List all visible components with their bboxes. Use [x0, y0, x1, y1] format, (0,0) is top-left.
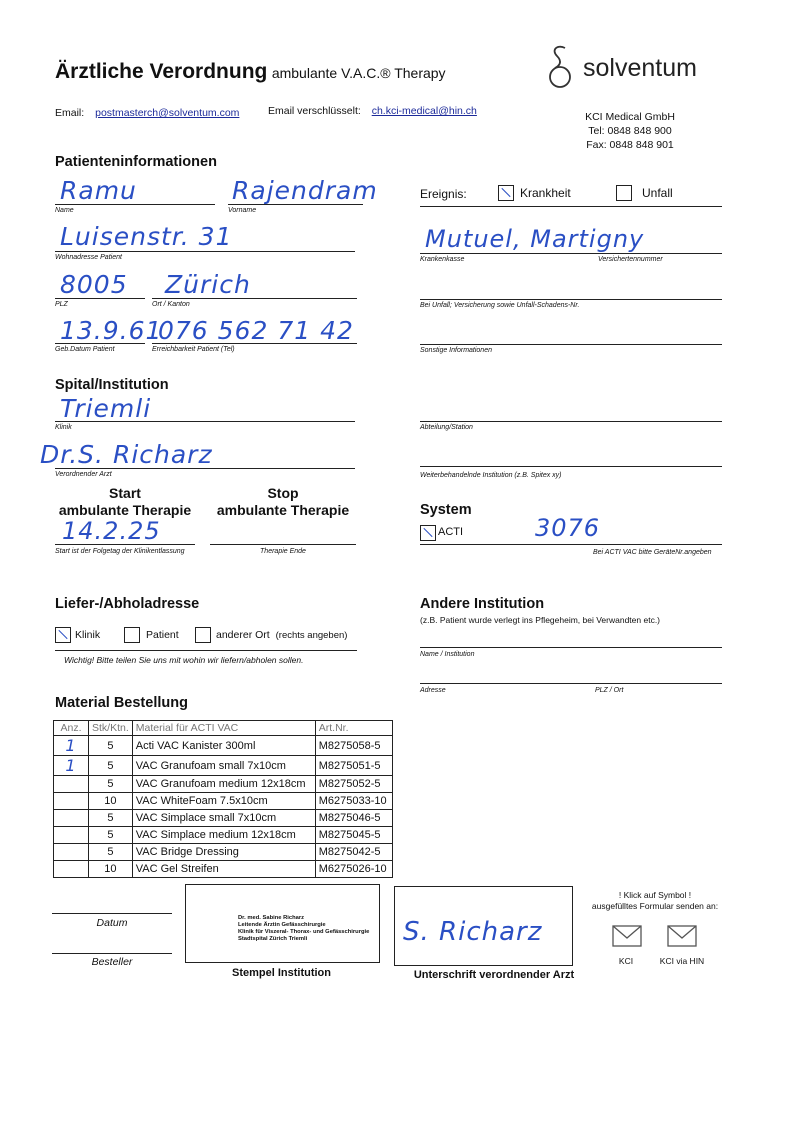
row-stk: 10 — [89, 793, 133, 810]
table-row — [54, 776, 393, 793]
material-table — [53, 720, 393, 878]
row-stk: 5 — [89, 756, 133, 776]
title-sub: ambulante V.A.C.® Therapy — [271, 65, 446, 81]
stamp-label: Stempel Institution — [232, 967, 331, 979]
name-label: Name — [55, 207, 74, 214]
tel-label: Erreichbarkeit Patient (Tel) — [152, 346, 235, 353]
andere-plz-label: PLZ / Ort — [595, 687, 624, 694]
liefer-patient-label: Patient — [146, 629, 179, 641]
row-stk: 5 — [89, 736, 133, 756]
email-enc-row — [268, 105, 477, 117]
row-material: VAC WhiteFoam 7.5x10cm — [132, 793, 315, 810]
table-row — [54, 810, 393, 827]
ort-label: Ort / Kanton — [152, 301, 190, 308]
table-row — [54, 827, 393, 844]
stamp-text — [238, 915, 369, 943]
mail-kci-icon[interactable] — [612, 923, 642, 949]
row-art: M8275046-5 — [315, 810, 392, 827]
andere-note: (z.B. Patient wurde verlegt ins Pflegeheim, bei Verwandten etc.) — [420, 615, 661, 625]
table-row — [54, 756, 393, 776]
unfall-label: Unfall — [642, 186, 673, 200]
table-header-row — [54, 721, 393, 736]
system-note: Bei ACTI VAC bitte GeräteNr.angeben — [593, 549, 712, 556]
row-anz[interactable] — [54, 793, 89, 810]
row-anz[interactable] — [54, 776, 89, 793]
krankheit-label: Krankheit — [520, 186, 571, 200]
unfall-info-label: Bei Unfall; Versicherung sowie Unfall-Schadens-Nr. — [420, 302, 580, 309]
sonstige-label: Sonstige Informationen — [420, 347, 492, 354]
table-row — [54, 793, 393, 810]
arzt-value: Dr.S. Richarz — [40, 440, 213, 469]
row-material: Acti VAC Kanister 300ml — [132, 736, 315, 756]
ereignis-label: Ereignis: — [420, 187, 467, 201]
acti-label: ACTI — [438, 526, 464, 538]
kci-hin-label: KCI via HIN — [659, 956, 705, 966]
solventum-s-icon — [545, 44, 575, 90]
stop-title-2: ambulante Therapie — [216, 502, 350, 518]
row-art: M8275045-5 — [315, 827, 392, 844]
row-anz[interactable]: 1 — [54, 756, 89, 776]
row-anz[interactable] — [54, 861, 89, 878]
weiter-label: Weiterbehandelnde Institution (z.B. Spitex xy) — [420, 472, 562, 479]
signature-box[interactable] — [394, 886, 573, 966]
header-anz: Anz. — [54, 721, 89, 736]
email-enc-link[interactable]: ch.kci-medical@hin.ch — [371, 105, 477, 117]
start-title-1: Start — [109, 485, 141, 501]
start-title — [55, 485, 195, 519]
tel-value: 076 562 71 42 — [158, 316, 354, 345]
start-title-2: ambulante Therapie — [58, 502, 192, 518]
stamp-line: Leitende Ärztin Gefässchirurgie — [238, 922, 326, 928]
liefer-patient-checkbox[interactable] — [124, 627, 140, 643]
besteller-label: Besteller — [91, 956, 133, 968]
kasse-value: Mutuel, Martigny — [425, 225, 645, 253]
patient-vorname-value: Rajendram — [232, 176, 378, 205]
address-label: Wohnadresse Patient — [55, 254, 122, 261]
email-row — [55, 107, 239, 119]
row-material: VAC Bridge Dressing — [132, 844, 315, 861]
row-anz[interactable] — [54, 827, 89, 844]
header-art: Art.Nr. — [315, 721, 392, 736]
row-anz[interactable] — [54, 844, 89, 861]
row-anz[interactable] — [54, 810, 89, 827]
send-line-1: ! Klick auf Symbol ! — [618, 890, 692, 900]
brand-name: solventum — [583, 54, 697, 82]
send-info — [585, 890, 725, 912]
liefer-other-text: anderer Ort — [216, 629, 270, 641]
andere-name-label: Name / Institution — [420, 651, 475, 658]
patient-name-value: Ramu — [60, 176, 137, 205]
row-material: VAC Simplace small 7x10cm — [132, 810, 315, 827]
row-art: M6275026-10 — [315, 861, 392, 878]
vorname-label: Vorname — [228, 207, 257, 214]
email-label: Email: — [55, 107, 85, 119]
email-link[interactable]: postmasterch@solventum.com — [95, 107, 240, 119]
liefer-other-note: (rechts angeben) — [275, 630, 348, 641]
table-row — [54, 736, 393, 756]
section-spital: Spital/Institution — [55, 377, 169, 393]
signature-value: S. Richarz — [403, 917, 543, 947]
section-liefer: Liefer-/Abholadresse — [55, 596, 200, 612]
email-enc-label: Email verschlüsselt: — [268, 105, 361, 117]
dob-value: 13.9.61 — [60, 316, 163, 345]
start-note: Start ist der Folgetag der Klinikentlassung — [55, 548, 185, 555]
stop-note: Therapie Ende — [260, 548, 306, 555]
acti-checkbox[interactable] — [420, 525, 436, 541]
system-title: System — [420, 502, 472, 518]
liefer-note: Wichtig! Bitte teilen Sie uns mit wohin wir liefern/abholen sollen. — [64, 655, 304, 665]
send-line-2: ausgefülltes Formular senden an: — [591, 901, 719, 911]
datum-label: Datum — [96, 917, 128, 929]
header-stk: Stk/Ktn. — [89, 721, 133, 736]
row-stk: 5 — [89, 827, 133, 844]
liefer-other-checkbox[interactable] — [195, 627, 211, 643]
klinik-label: Klinik — [55, 424, 72, 431]
start-date-value: 14.2.25 — [62, 517, 161, 545]
table-row — [54, 844, 393, 861]
row-art: M8275042-5 — [315, 844, 392, 861]
company-name: KCI Medical GmbH — [585, 111, 675, 123]
stamp-box — [185, 884, 380, 963]
kci-label: KCI — [618, 956, 634, 966]
stamp-line: Stadtspital Zürich Triemli — [238, 936, 308, 942]
row-stk: 10 — [89, 861, 133, 878]
row-art: M6275033-10 — [315, 793, 392, 810]
company-fax: Fax: 0848 848 901 — [586, 139, 674, 151]
row-art: M8275051-5 — [315, 756, 392, 776]
dob-label: Geb.Datum Patient — [55, 346, 115, 353]
row-art: M8275058-5 — [315, 736, 392, 756]
section-material: Material Bestellung — [55, 695, 188, 711]
row-stk: 5 — [89, 810, 133, 827]
page-title — [55, 60, 446, 84]
company-tel: Tel: 0848 848 900 — [588, 125, 672, 137]
company-info — [560, 110, 700, 152]
section-patient: Patienteninformationen — [55, 154, 217, 170]
stop-title — [210, 485, 356, 519]
plz-label: PLZ — [55, 301, 68, 308]
section-andere: Andere Institution — [420, 596, 545, 612]
arzt-label: Verordnender Arzt — [55, 471, 112, 478]
signature-label: Unterschrift verordnender Arzt — [413, 969, 575, 981]
mail-hin-icon[interactable] — [667, 923, 697, 949]
stamp-line: Klinik für Viszeral- Thorax- und Gefässchirurgie — [238, 929, 370, 935]
table-row — [54, 861, 393, 878]
row-material: VAC Gel Streifen — [132, 861, 315, 878]
plz-value: 8005 — [60, 270, 128, 299]
row-art: M8275052-5 — [315, 776, 392, 793]
unfall-checkbox[interactable] — [616, 185, 632, 201]
brand-logo — [545, 44, 735, 90]
row-material: VAC Granufoam small 7x10cm — [132, 756, 315, 776]
stamp-line: Dr. med. Sabine Richarz — [238, 915, 305, 921]
liefer-klinik-label: Klinik — [75, 629, 101, 641]
row-material: VAC Simplace medium 12x18cm — [132, 827, 315, 844]
title-main: Ärztliche Verordnung — [55, 60, 268, 83]
liefer-other-label — [216, 629, 347, 641]
abteilung-label: Abteilung/Station — [420, 424, 473, 431]
liefer-klinik-checkbox[interactable] — [55, 627, 71, 643]
row-anz[interactable]: 1 — [54, 736, 89, 756]
row-material: VAC Granufoam medium 12x18cm — [132, 776, 315, 793]
versicherten-label: Versichertennummer — [598, 256, 663, 263]
row-stk: 5 — [89, 844, 133, 861]
stop-title-1: Stop — [267, 485, 299, 501]
kasse-label: Krankenkasse — [420, 256, 465, 263]
row-stk: 5 — [89, 776, 133, 793]
header-material: Material für ACTI VAC — [132, 721, 315, 736]
andere-adresse-label: Adresse — [420, 687, 446, 694]
ort-value: Zürich — [165, 270, 251, 299]
address-value: Luisenstr. 31 — [60, 222, 233, 251]
klinik-value: Triemli — [60, 394, 152, 423]
system-number: 3076 — [535, 514, 601, 542]
krankheit-checkbox[interactable] — [498, 185, 514, 201]
